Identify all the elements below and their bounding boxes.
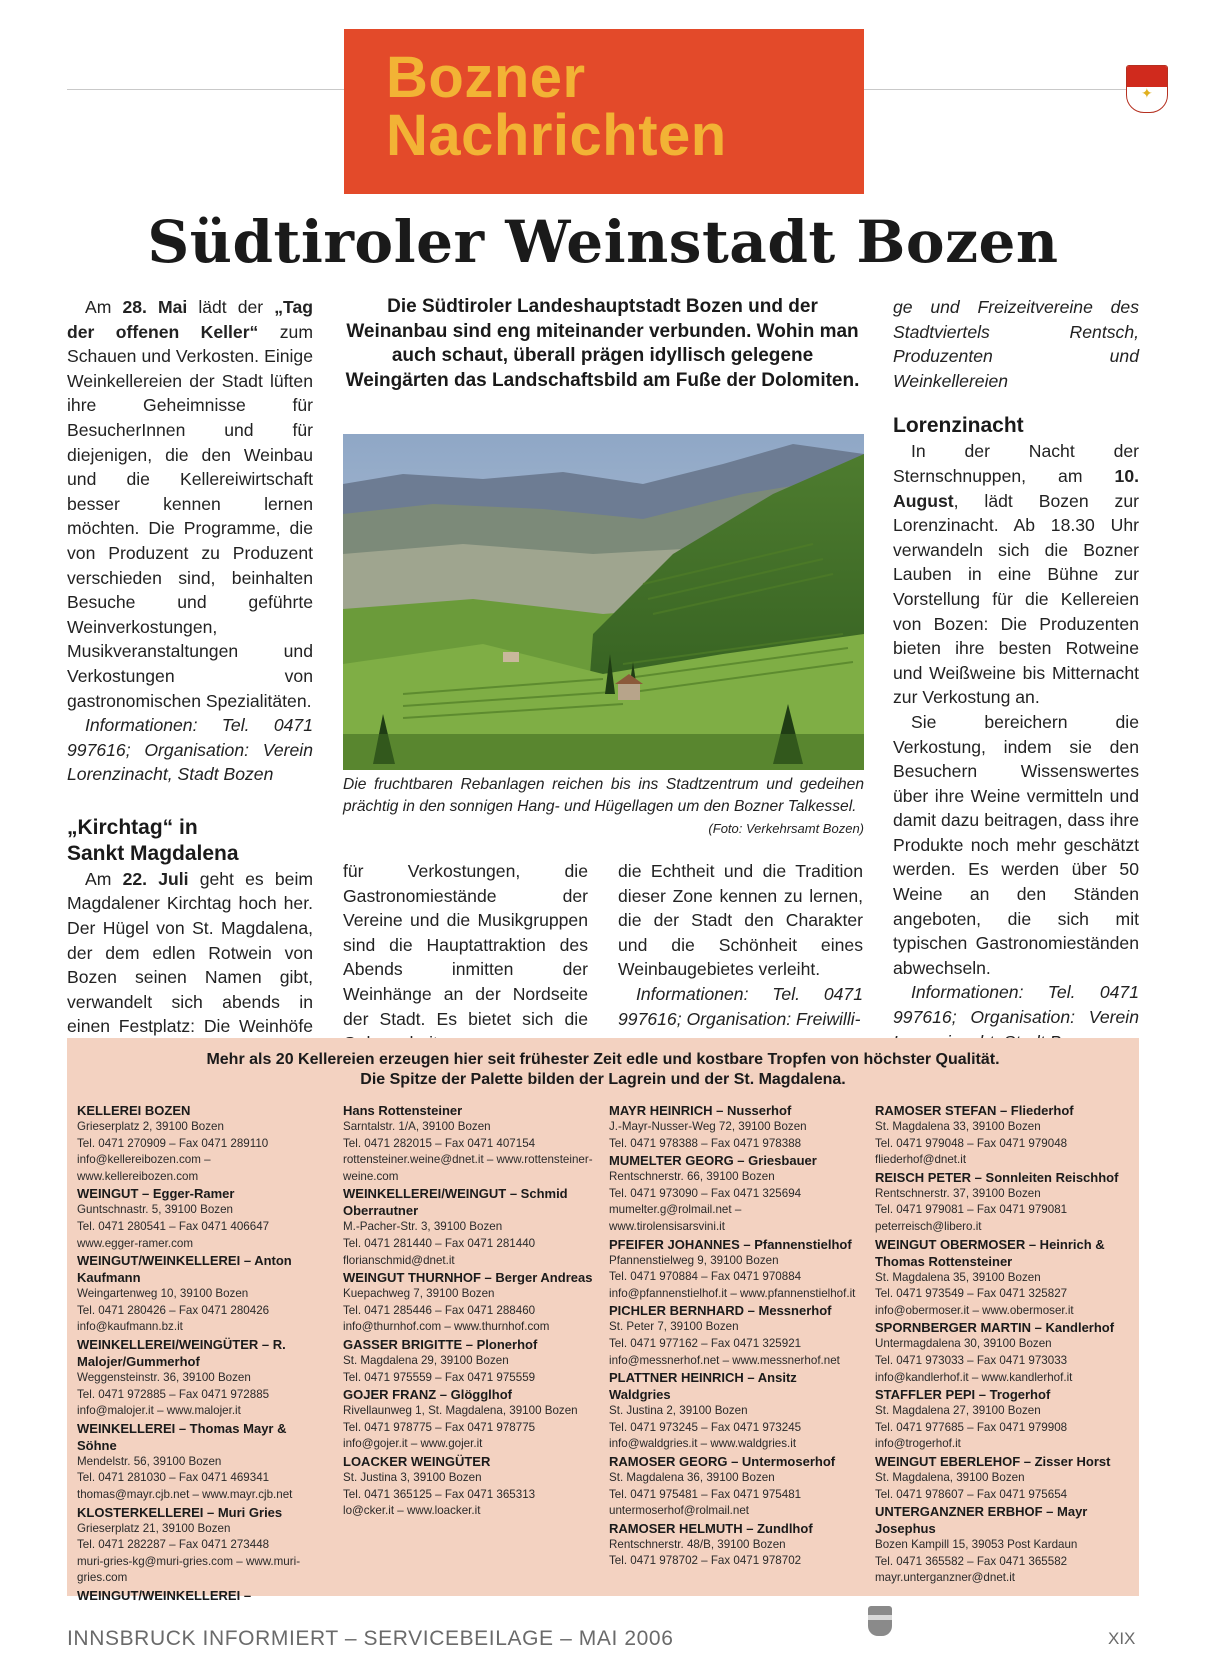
- winery-entry: [343, 1386, 593, 1453]
- directory-column-4: [875, 1102, 1125, 1587]
- winery-name: KELLEREI BOZEN: [77, 1103, 191, 1118]
- photo-credit: (Foto: Verkehrsamt Bozen): [708, 821, 864, 836]
- winery-detail-line: St. Magdalena 29, 39100 Bozen: [343, 1353, 509, 1367]
- winery-detail-line: Tel. 0471 978702 – Fax 0471 978702: [609, 1554, 802, 1568]
- winery-name: PICHLER BERNHARD – Messnerhof: [609, 1303, 832, 1319]
- winery-name: RAMOSER STEFAN – Fliederhof: [875, 1103, 1074, 1118]
- winery-detail-line: Tel. 0471 282015 – Fax 0471 407154: [343, 1136, 536, 1150]
- winery-detail-line: florianschmid@dnet.it: [343, 1253, 455, 1267]
- winery-detail-line: info@thurnhof.com – www.thurnhof.com: [343, 1320, 550, 1334]
- winery-name: UNTERGANZNER ERBHOF – Mayr Josephus: [875, 1504, 1088, 1537]
- winery-detail-line: Tel. 0471 282287 – Fax 0471 273448: [77, 1538, 270, 1552]
- winery-entry: [609, 1369, 859, 1453]
- winery-directory: [67, 1038, 1139, 1603]
- paragraph-lorenzinacht: In der Nacht der Sternschnuppen, am 10. August, lädt Bozen zur Lorenzinacht. Ab 18.30 Uhr verwandeln sich die Bozner Lauben in eine Bühne zur Vorstellung für die Kellereien von Bozen: Die Produzenten bieten ihre besten Rotweine und Weißweine bis Mitternacht zur Verkostung an.: [893, 441, 1139, 708]
- winery-entry: [875, 1236, 1125, 1320]
- subheading-kirchtag: „Kirchtag“ in Sankt Magdalena: [67, 815, 239, 865]
- winery-detail-line: Tel. 0471 972885 – Fax 0471 972885: [77, 1387, 270, 1401]
- winery-name: WEINGUT OBERMOSER – Heinrich & Thomas Rottensteiner: [875, 1236, 1105, 1269]
- top-rule-right: [864, 89, 1139, 90]
- winery-name: STAFFLER PEPI – Trogerhof: [875, 1387, 1051, 1403]
- winery-name: WEINGUT THURNHOF – Berger Andreas: [343, 1270, 593, 1286]
- winery-detail-line: info@pfannenstielhof.it – www.pfannenstielhof.it: [609, 1286, 856, 1300]
- winery-name: GOJER FRANZ – Glögglhof: [343, 1387, 512, 1403]
- winery-detail-line: Tel. 0471 973549 – Fax 0471 325827: [875, 1287, 1068, 1301]
- winery-detail-line: Bozen Kampill 15, 39053 Post Kardaun: [875, 1538, 1078, 1552]
- winery-detail-line: M.-Pacher-Str. 3, 39100 Bozen: [343, 1220, 503, 1234]
- vineyard-landscape-illustration: [343, 434, 864, 770]
- winery-entry: [875, 1169, 1125, 1236]
- winery-detail-line: Tel. 0471 365582 – Fax 0471 365582: [875, 1554, 1068, 1568]
- winery-name: WEINGUT EBERLEHOF – Zisser Horst: [875, 1453, 1111, 1469]
- winery-name: KLOSTERKELLEREI – Muri Gries: [77, 1504, 283, 1520]
- winery-name: WEINGUT/WEINKELLEREI –: [77, 1587, 252, 1603]
- winery-detail-line: J.-Mayr-Nusser-Weg 72, 39100 Bozen: [609, 1120, 807, 1133]
- winery-detail-line: info@messnerhof.net – www.messnerhof.net: [609, 1353, 840, 1367]
- winery-detail-line: info@kellereibozen.com – www.kellereibozen.com: [77, 1153, 211, 1183]
- winery-detail-line: Tel. 0471 270909 – Fax 0471 289110: [77, 1136, 269, 1150]
- article-column-4: [893, 295, 1139, 1054]
- winery-detail-line: Kuepachweg 7, 39100 Bozen: [343, 1287, 495, 1301]
- winery-detail-line: Tel. 0471 978388 – Fax 0471 978388: [609, 1136, 802, 1150]
- banner-title-line2: Nachrichten: [386, 103, 727, 168]
- winery-detail-line: Rivellaunweg 1, St. Magdalena, 39100 Bozen: [343, 1404, 578, 1418]
- article-column-3: [618, 859, 863, 1031]
- directory-column-2: [343, 1102, 593, 1520]
- directory-heading-1: Mehr als 20 Kellereien erzeugen hier seit frühester Zeit edle und kostbare Tropfen von höchster Qualität.: [206, 1051, 1000, 1068]
- winery-entry: [343, 1102, 593, 1185]
- winery-detail-line: Rentschnerstr. 37, 39100 Bozen: [875, 1186, 1041, 1200]
- paragraph-verkostung: Sie bereichern die Verkostung, indem sie den Besuchern Wissenswertes über ihre Weine vermitteln und damit dazu beitragen, dass ihre Produkte noch mehr geschätzt werden. Es werden über 50 Weine an den Ständen angeboten, die sich mit typischen Gastronomieständen abwechseln.: [893, 711, 1139, 978]
- winery-entry: [77, 1336, 327, 1420]
- page-number: XIX: [1108, 1629, 1136, 1648]
- winery-entry: [343, 1336, 593, 1386]
- coat-of-arms-icon: ✦: [1126, 65, 1168, 113]
- winery-detail-line: St. Justina 3, 39100 Bozen: [343, 1470, 482, 1484]
- winery-name: WEINKELLEREI/WEINGUT – Schmid Oberrautner: [343, 1186, 568, 1219]
- winery-name: SPORNBERGER MARTIN – Kandlerhof: [875, 1320, 1115, 1336]
- article-intro: Die Südtiroler Landeshauptstadt Bozen und der Weinanbau sind eng miteinander verbunden. Wohin man auch schaut, überall prägen idyllisch gelegene Weingärten das Landschaftsbild am Fuße der Dolomiten.: [345, 296, 860, 391]
- winery-detail-line: Tel. 0471 978607 – Fax 0471 975654: [875, 1487, 1068, 1501]
- winery-detail-line: www.egger-ramer.com: [77, 1236, 193, 1250]
- winery-entry: [609, 1152, 859, 1235]
- winery-detail-line: Grieserplatz 21, 39100 Bozen: [77, 1521, 231, 1535]
- winery-detail-line: Tel. 0471 970884 – Fax 0471 970884: [609, 1270, 802, 1284]
- winery-name: REISCH PETER – Sonnleiten Reischhof: [875, 1169, 1119, 1185]
- winery-detail-line: Tel. 0471 973090 – Fax 0471 325694: [609, 1186, 802, 1200]
- winery-entry: [609, 1520, 859, 1570]
- winery-detail-line: Sarntalstr. 1/A, 39100 Bozen: [343, 1120, 491, 1133]
- winery-detail-line: Guntschnastr. 5, 39100 Bozen: [77, 1203, 233, 1217]
- info-line-2: Informationen: Tel. 0471 997616; Organisation: Freiwilli-: [618, 983, 863, 1029]
- winery-detail-line: St. Magdalena 35, 39100 Bozen: [875, 1270, 1041, 1284]
- winery-detail-line: St. Magdalena 36, 39100 Bozen: [609, 1470, 775, 1484]
- winery-detail-line: Tel. 0471 977685 – Fax 0471 979908: [875, 1420, 1068, 1434]
- article-column-1: [67, 295, 313, 1064]
- winery-detail-line: Tel. 0471 365125 – Fax 0471 365313: [343, 1487, 536, 1501]
- winery-entry: [77, 1252, 327, 1336]
- directory-heading-2: Die Spitze der Palette bilden der Lagrein und der St. Magdalena.: [360, 1071, 846, 1088]
- info-line-3: Informationen: Tel. 0471 997616; Organisation: Verein: [893, 982, 1139, 1028]
- winery-detail-line: Pfannenstielweg 9, 39100 Bozen: [609, 1253, 779, 1267]
- winery-detail-line: info@gojer.it – www.gojer.it: [343, 1437, 483, 1451]
- winery-name: MAYR HEINRICH – Nusserhof: [609, 1103, 792, 1118]
- winery-entry: [875, 1453, 1125, 1503]
- winery-detail-line: Tel. 0471 281440 – Fax 0471 281440: [343, 1236, 536, 1250]
- vineyard-photo: [343, 434, 864, 770]
- winery-detail-line: info@trogerhof.it: [875, 1437, 961, 1451]
- winery-name: RAMOSER GEORG – Untermoserhof: [609, 1453, 836, 1469]
- winery-entry: [609, 1453, 859, 1520]
- winery-entry: [343, 1269, 593, 1336]
- winery-detail-line: info@kaufmann.bz.it: [77, 1320, 183, 1334]
- winery-detail-line: Weggensteinstr. 36, 39100 Bozen: [77, 1370, 251, 1384]
- winery-detail-line: St. Justina 2, 39100 Bozen: [609, 1404, 748, 1418]
- article-column-2: [343, 859, 588, 1056]
- paragraph-continuation: für Verkostungen, die Gastronomiestände der Vereine und die Musikgruppen sind die Hauptattraktion des Abends inmitten der Weinhänge an der Nordseite der Stadt. Es bietet sich die: [343, 861, 588, 1029]
- winery-entry: [609, 1302, 859, 1369]
- winery-detail-line: info@obermoser.it – www.obermoser.it: [875, 1303, 1074, 1317]
- winery-name: RAMOSER HELMUTH – Zundlhof: [609, 1520, 813, 1536]
- winery-detail-line: info@kandlerhof.it – www.kandlerhof.it: [875, 1370, 1073, 1384]
- winery-name: GASSER BRIGITTE – Plonerhof: [343, 1336, 538, 1352]
- winery-name: LOACKER WEINGÜTER: [343, 1453, 491, 1469]
- winery-entry: [875, 1319, 1125, 1386]
- winery-detail-line: Tel. 0471 978775 – Fax 0471 978775: [343, 1420, 536, 1434]
- winery-name: PFEIFER JOHANNES – Pfannenstielhof: [609, 1236, 852, 1252]
- winery-detail-line: muri-gries-kg@muri-gries.com – www.muri-gries.com: [77, 1554, 301, 1585]
- paragraph-kirchtag: Am 22. Juli geht es beim Magdalener Kirchtag hoch her. Der Hügel von St. Magdalena, der dem edlen Rotwein von Bozen seinen Namen gibt, verwandelt sich abends in einen Festplatz: Die Weinhöfe: [67, 868, 314, 1037]
- winery-detail-line: Tel. 0471 979048 – Fax 0471 979048: [875, 1136, 1068, 1150]
- subheading-lorenzinacht: Lorenzinacht: [893, 414, 1024, 438]
- winery-detail-line: St. Magdalena, 39100 Bozen: [875, 1470, 1025, 1484]
- winery-detail-line: Tel. 0471 973033 – Fax 0471 973033: [875, 1353, 1068, 1367]
- section-banner: [344, 29, 1153, 194]
- photo-caption: [343, 774, 864, 840]
- winery-detail-line: Weingartenweg 10, 39100 Bozen: [77, 1287, 249, 1301]
- winery-entry: [77, 1102, 327, 1185]
- paragraph-tradition: die Echtheit und die Tradition dieser Zone kennen zu lernen, die der Stadt den Charakter und die Schönheit eines Weinbaugebietes verleiht.: [618, 861, 863, 980]
- winery-entry: [77, 1185, 327, 1252]
- winery-entry: [875, 1386, 1125, 1453]
- winery-detail-line: untermoserhof@rolmail.net: [609, 1504, 750, 1518]
- winery-detail-line: Tel. 0471 977162 – Fax 0471 325921: [609, 1336, 802, 1350]
- info-line: Informationen: Tel. 0471 997616; Organisation: Verein Lorenzinacht, Stadt Bozen: [67, 715, 313, 785]
- winery-detail-line: Grieserplatz 2, 39100 Bozen: [77, 1120, 224, 1133]
- winery-detail-line: thomas@mayr.cjb.net – www.mayr.cjb.net: [77, 1487, 293, 1501]
- winery-detail-line: Untermagdalena 30, 39100 Bozen: [875, 1337, 1052, 1351]
- winery-detail-line: peterreisch@libero.it: [875, 1219, 982, 1233]
- winery-detail-line: mumelter.g@rolmail.net – www.tirolensisarsvini.it: [609, 1203, 742, 1233]
- winery-entry: [343, 1185, 593, 1269]
- winery-detail-line: info@malojer.it – www.malojer.it: [77, 1404, 241, 1418]
- winery-name: PLATTNER HEINRICH – Ansitz Waldgries: [609, 1370, 797, 1403]
- winery-detail-line: info@waldgries.it – www.waldgries.it: [609, 1437, 797, 1451]
- winery-entry: [77, 1587, 327, 1604]
- winery-name: WEINGUT/WEINKELLEREI – Anton Kaufmann: [77, 1253, 292, 1286]
- top-rule-left: [67, 89, 344, 90]
- winery-detail-line: fliederhof@dnet.it: [875, 1153, 967, 1167]
- winery-detail-line: Tel. 0471 975481 – Fax 0471 975481: [609, 1487, 802, 1501]
- winery-entry: [77, 1504, 327, 1587]
- winery-detail-line: Mendelstr. 56, 39100 Bozen: [77, 1454, 222, 1468]
- winery-detail-line: Tel. 0471 979081 – Fax 0471 979081: [875, 1203, 1068, 1217]
- headline: Südtiroler Weinstadt Bozen: [147, 208, 1059, 276]
- winery-entry: [875, 1102, 1125, 1169]
- winery-detail-line: Tel. 0471 281030 – Fax 0471 469341: [77, 1471, 270, 1485]
- winery-detail-line: St. Peter 7, 39100 Bozen: [609, 1320, 739, 1334]
- winery-detail-line: Tel. 0471 280426 – Fax 0471 280426: [77, 1303, 270, 1317]
- winery-detail-line: lo@cker.it – www.loacker.it: [343, 1504, 481, 1518]
- organizer-continuation: ge und Freizeitvereine des Stadtviertels Rentsch, Produzenten und Weinkellereien: [893, 297, 1139, 391]
- directory-column-3: [609, 1102, 859, 1570]
- city-emblem-icon: [868, 1606, 892, 1636]
- winery-detail-line: Tel. 0471 285446 – Fax 0471 288460: [343, 1303, 536, 1317]
- winery-name: MUMELTER GEORG – Griesbauer: [609, 1153, 817, 1169]
- winery-detail-line: St. Magdalena 33, 39100 Bozen: [875, 1120, 1041, 1133]
- winery-detail-line: Tel. 0471 975559 – Fax 0471 975559: [343, 1370, 536, 1384]
- winery-name: Hans Rottensteiner: [343, 1103, 463, 1118]
- winery-detail-line: Tel. 0471 973245 – Fax 0471 973245: [609, 1420, 802, 1434]
- winery-detail-line: St. Magdalena 27, 39100 Bozen: [875, 1404, 1041, 1418]
- winery-entry: [77, 1420, 327, 1504]
- winery-detail-line: rottensteiner.weine@dnet.it – www.rottensteiner-weine.com: [343, 1153, 593, 1183]
- winery-entry: [343, 1453, 593, 1520]
- winery-name: WEINGUT – Egger-Ramer: [77, 1186, 235, 1202]
- winery-entry: [875, 1503, 1125, 1587]
- winery-detail-line: Rentschnerstr. 48/B, 39100 Bozen: [609, 1537, 786, 1551]
- winery-detail-line: mayr.unterganzner@dnet.it: [875, 1571, 1016, 1585]
- winery-entry: [609, 1102, 859, 1152]
- banner-title-line1: Bozner: [386, 45, 586, 110]
- winery-entry: [609, 1236, 859, 1303]
- caption-text: Die fruchtbaren Rebanlagen reichen bis ins Stadtzentrum und gedeihen prächtig in den sonnigen Hang- und Hügellagen um den Bozner Talkessel.: [343, 776, 864, 815]
- winery-name: WEINKELLEREI – Thomas Mayr & Söhne: [77, 1420, 287, 1453]
- paragraph-tag-der-offenen-keller: Am 28. Mai lädt der „Tag der offenen Keller“ zum Schauen und Verkosten. Einige Weinkellereien der Stadt lüften ihre Geheimnisse für BesucherInnen und für diejenigen, die den Weinbau und die Kellereiwirtschaft besser kennen lernen möchten. Die Programme, die von Produzent zu Produzent verschieden sind, beinhalten Besuche und geführte Weinverkostungen, Musikveranstaltungen und Verkostungen von gastronomischen Spezialitäten.: [67, 297, 313, 711]
- winery-detail-line: Rentschnerstr. 66, 39100 Bozen: [609, 1170, 775, 1184]
- winery-name: WEINKELLEREI/WEINGÜTER – R. Malojer/Gummerhof: [77, 1336, 286, 1369]
- directory-column-1: [77, 1102, 327, 1604]
- footer-publication: INNSBRUCK INFORMIERT – SERVICEBEILAGE – MAI 2006: [67, 1627, 674, 1650]
- winery-detail-line: Tel. 0471 280541 – Fax 0471 406647: [77, 1219, 270, 1233]
